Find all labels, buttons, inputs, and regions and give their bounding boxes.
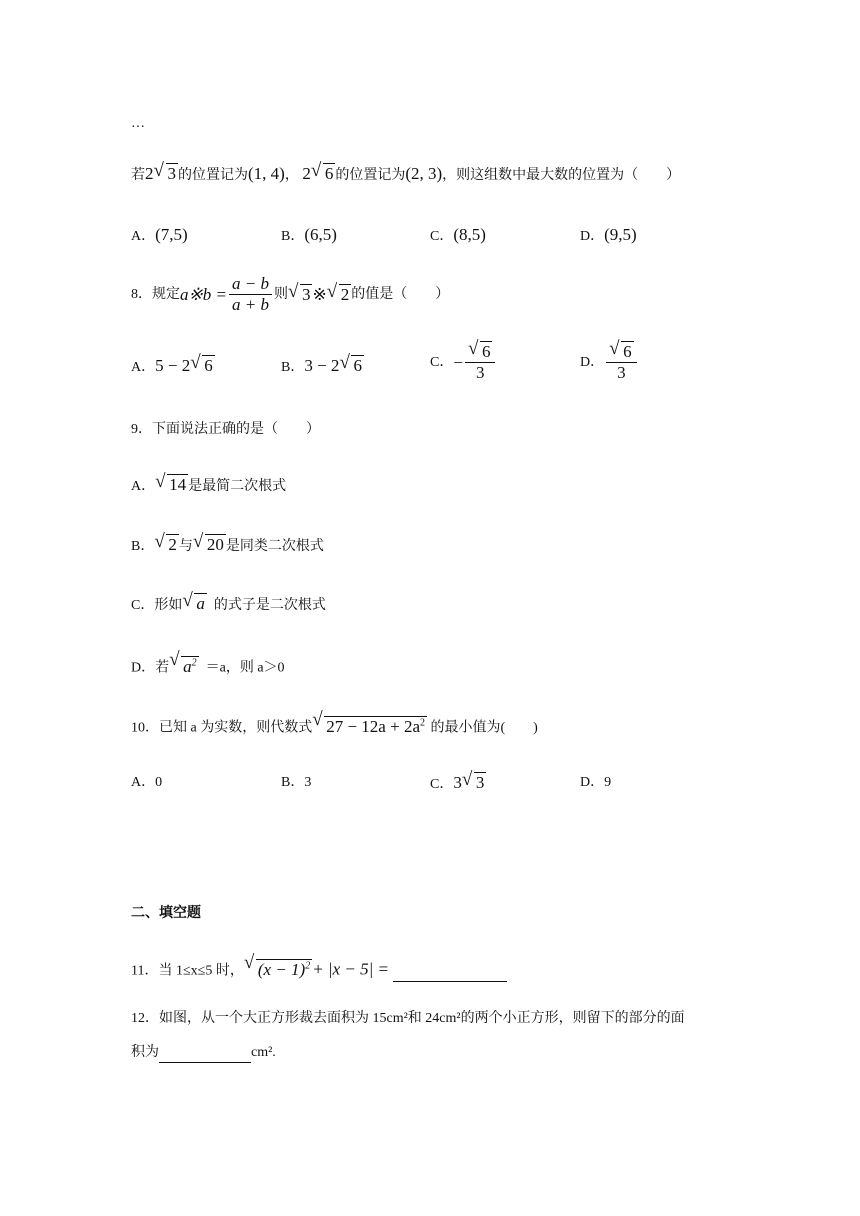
q11-answer-blank[interactable] [393,981,507,982]
q7-text-1: 若 [131,168,145,183]
q9-option-d[interactable]: D．若 √ $a^2 =a$，则 a＞0 [131,649,285,676]
q7-position-2: (2, 3) [405,164,443,183]
q8-option-c[interactable]: C． − √ 6 3 [430,342,497,383]
q7-coef-2: 2 [302,164,311,183]
q10-option-a[interactable]: A．0 [131,775,163,790]
q8-radical-1: √ 3 [287,280,311,304]
q8-number: 8．规定 [131,286,180,302]
q7-coef-1: 2 [145,164,154,183]
q7-text-3: 的位置记为 [335,168,406,183]
q8-operator: ※ [312,284,327,304]
q10-option-b[interactable]: B．3 [281,775,312,790]
q8-radical-2: √ 2 [326,280,350,304]
q7-text-4: ，则这组数中最大数的位置为（ ） [442,168,681,183]
q7-option-d[interactable]: D．(9,5) [580,225,637,244]
q8-option-a[interactable]: A．5 − 2 √ 6 [131,352,213,375]
q7-option-a[interactable]: A．(7,5) [131,225,188,244]
question-12-line1: 12．如图，从一个大正方形裁去面积为 15cm²和 24cm²的两个小正方形，则留下的部分的面 [131,1011,685,1026]
q7-option-c[interactable]: C．(8,5) [430,225,486,244]
q9-option-b[interactable]: B． √ 2 与 √ 20 是同类二次根式 [131,531,324,554]
q12-answer-blank[interactable] [159,1062,251,1063]
question-10-stem: 10．已知 a 为实数，则代数式 √ $27 - 12a + 2a^2$ 的最小值为( ) [131,709,538,736]
q7-text-2: 的位置记为 [178,168,248,183]
ellipsis: … [131,116,145,131]
q10-option-c[interactable]: C．3 √ 3 [430,769,485,792]
q9-option-c[interactable]: C．形如 √ a 的式子是二次根式 [131,590,326,613]
q8-fraction: $\frac{a - b}{a + b}$ [229,274,272,315]
q8-tail: 的值是（ ） [351,286,450,302]
q9-option-a[interactable]: A． √ 14 是最简二次根式 [131,471,287,494]
section-heading: 二、填空题 [131,905,201,921]
q7-comma: ， [284,168,299,183]
q10-option-d[interactable]: D．9 [580,775,612,790]
q7-radical-1: √ 3 [153,160,176,183]
question-11: 11．当 1≤x≤5 时， √ $(x - 1)^2 + |x - 5|$ = [131,956,507,982]
question-9-stem: 9．下面说法正确的是（ ） [131,422,320,437]
question-12-line2: 积为 cm². [131,1043,276,1063]
q8-option-d[interactable]: D． √ 6 3 [580,342,639,383]
question-8-stem [131,274,449,315]
q7-option-b[interactable]: B．(6,5) [281,225,337,244]
q7-radical-2: √ 6 [310,160,334,183]
q8-then: 则 [273,286,288,302]
q8-lhs: a※b = [180,284,227,304]
q8-option-b[interactable]: B．3 − 2 √ 6 [281,352,362,375]
q7-position-1: (1, 4) [248,164,285,183]
question-7-stem [131,160,681,186]
